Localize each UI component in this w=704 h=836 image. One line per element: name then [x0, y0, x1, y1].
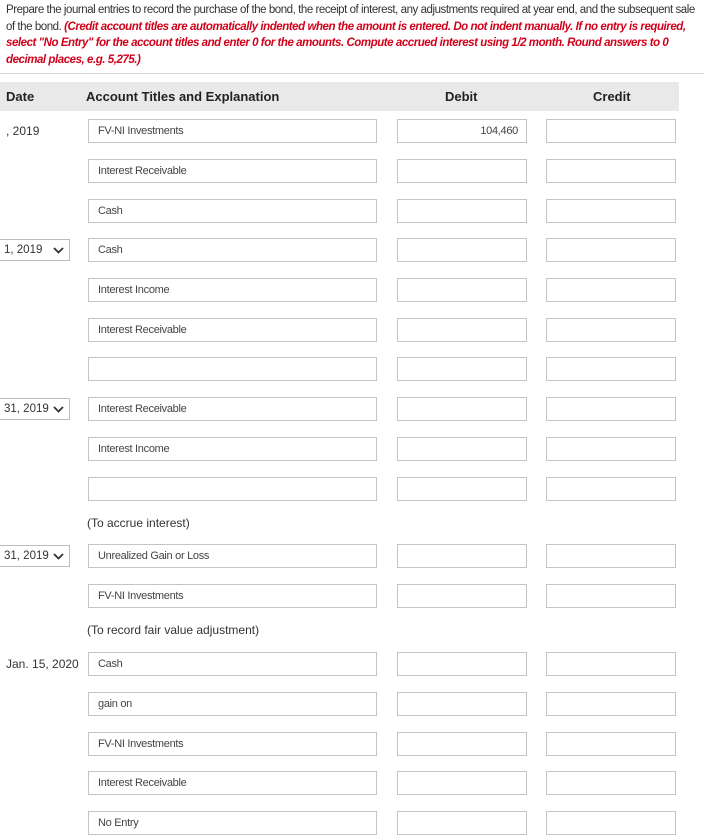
credit-field[interactable] [546, 692, 676, 716]
account-field[interactable]: Interest Income [88, 278, 377, 302]
account-field[interactable] [88, 477, 377, 501]
account-field[interactable]: Cash [88, 238, 377, 262]
account-field[interactable]: Unrealized Gain or Loss [88, 544, 377, 568]
debit-field[interactable] [397, 652, 527, 676]
header-date: Date [6, 89, 35, 104]
date-select-value: 31, 2019 [4, 403, 49, 415]
entry-note: (To accrue interest) [87, 516, 190, 530]
account-field[interactable]: FV-NI Investments [88, 584, 377, 608]
debit-field[interactable] [397, 159, 527, 183]
debit-field[interactable] [397, 584, 527, 608]
account-field[interactable] [88, 357, 377, 381]
credit-field[interactable] [546, 544, 676, 568]
date-select-value: 1, 2019 [4, 244, 43, 256]
account-field[interactable]: FV-NI Investments [88, 732, 377, 756]
debit-field[interactable] [397, 278, 527, 302]
debit-field[interactable] [397, 477, 527, 501]
debit-field[interactable] [397, 357, 527, 381]
account-field[interactable]: Cash [88, 652, 377, 676]
date-select-value: 31, 2019 [4, 550, 49, 562]
credit-field[interactable] [546, 318, 676, 342]
account-field[interactable]: Cash [88, 199, 377, 223]
credit-field[interactable] [546, 477, 676, 501]
account-field[interactable]: Interest Receivable [88, 318, 377, 342]
date-select[interactable] [0, 239, 70, 261]
debit-field[interactable] [397, 318, 527, 342]
credit-field[interactable] [546, 811, 676, 835]
debit-field[interactable] [397, 811, 527, 835]
credit-field[interactable] [546, 238, 676, 262]
credit-field[interactable] [546, 278, 676, 302]
credit-field[interactable] [546, 159, 676, 183]
entry-date: , 2019 [6, 124, 40, 138]
account-field[interactable]: gain on [88, 692, 377, 716]
debit-field[interactable] [397, 732, 527, 756]
debit-field[interactable]: 104,460 [397, 119, 527, 143]
chevron-down-icon [53, 245, 64, 255]
header-debit: Debit [445, 89, 478, 104]
account-field[interactable]: Interest Receivable [88, 159, 377, 183]
debit-field[interactable] [397, 544, 527, 568]
account-field[interactable]: No Entry [88, 811, 377, 835]
date-select[interactable] [0, 545, 70, 567]
chevron-down-icon [53, 551, 64, 561]
divider [0, 73, 704, 74]
credit-field[interactable] [546, 357, 676, 381]
entry-date: Jan. 15, 2020 [6, 657, 79, 671]
debit-field[interactable] [397, 238, 527, 262]
account-field[interactable]: FV-NI Investments [88, 119, 377, 143]
credit-field[interactable] [546, 119, 676, 143]
debit-field[interactable] [397, 692, 527, 716]
header-account: Account Titles and Explanation [86, 89, 280, 104]
entry-note: (To record fair value adjustment) [87, 623, 260, 637]
debit-field[interactable] [397, 397, 527, 421]
debit-field[interactable] [397, 437, 527, 461]
debit-field[interactable] [397, 199, 527, 223]
instructions [6, 2, 696, 68]
credit-field[interactable] [546, 771, 676, 795]
credit-field[interactable] [546, 584, 676, 608]
table-header [0, 82, 679, 111]
account-field[interactable]: Interest Receivable [88, 397, 377, 421]
credit-field[interactable] [546, 652, 676, 676]
credit-field[interactable] [546, 397, 676, 421]
account-field[interactable]: Interest Income [88, 437, 377, 461]
credit-field[interactable] [546, 437, 676, 461]
header-credit: Credit [593, 89, 631, 104]
instructions-note: (Credit account titles are automatically indented when the amount is entered. Do not indent manually. If no entry is required, select "No Entry" for the account titles and enter 0 for the amounts. Compute accrued interest using 1/2 month. Round answers to 0 decimal places, e.g. 5,275.) [6, 20, 686, 66]
date-select[interactable] [0, 398, 70, 420]
chevron-down-icon [53, 404, 64, 414]
instructions-text: Prepare the journal entries to record the purchase of the bond, the receipt of interest, any adjustments required at year end, and the subsequent sale of the bond. [6, 4, 695, 33]
debit-field[interactable] [397, 771, 527, 795]
account-field[interactable]: Interest Receivable [88, 771, 377, 795]
credit-field[interactable] [546, 199, 676, 223]
credit-field[interactable] [546, 732, 676, 756]
